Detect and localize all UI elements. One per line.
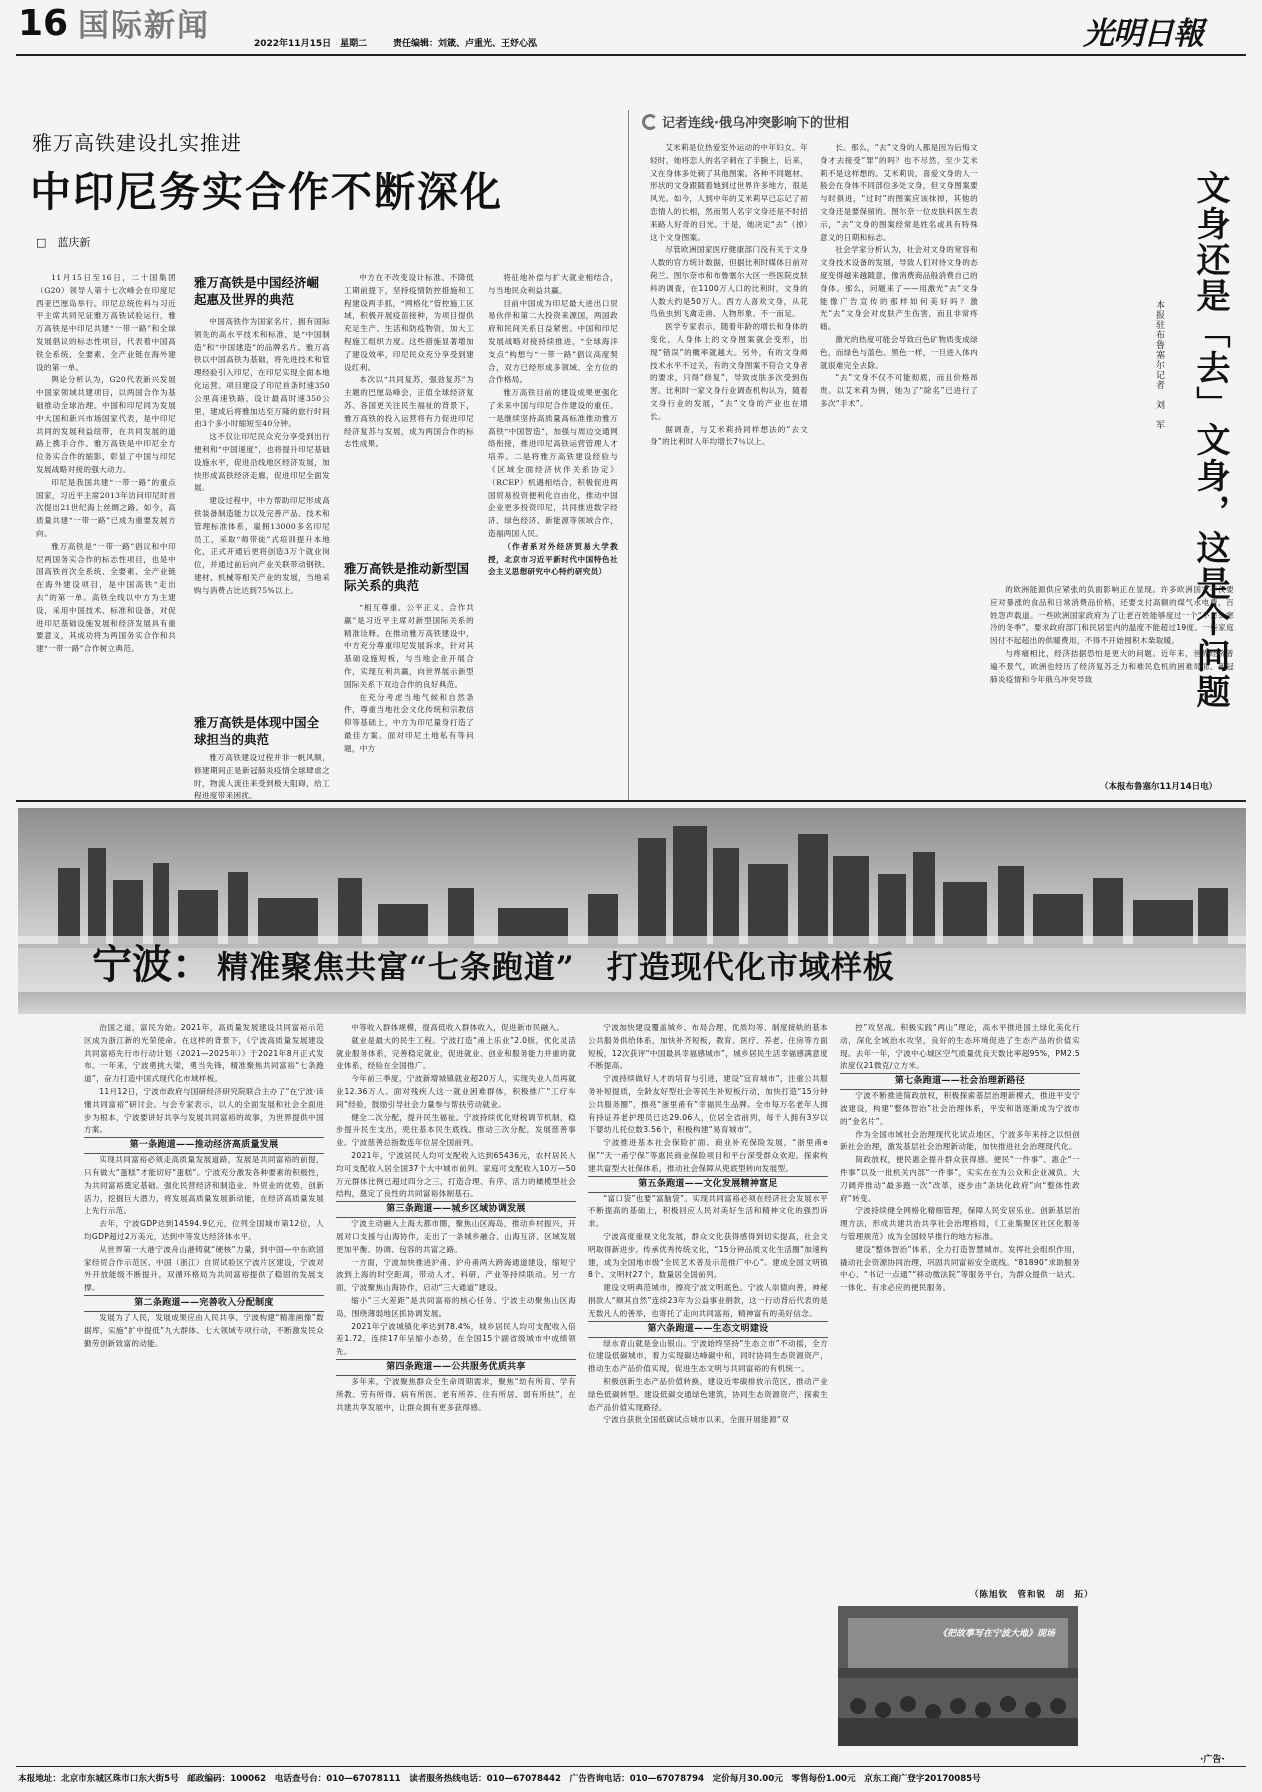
paragraph: 建设“整体智治”体系，全力打造智慧城市。发挥社会组织作用，撬动社会资源协同治理，巩固共同富裕安全底线。“81890”求助服务中心、“书记一点通”“移动微法院”等服务平台，为群众提供一站式、一体化、有求必应的便民服务。: [840, 1244, 1080, 1293]
banner-title: [92, 940, 895, 993]
paragraph: 积极创新生态产品价值转换，建设近零碳排放示范区，推动产业绿色低碳转型。建设低碳交通绿色建筑，协同生态资源资产，探索生态产品价值实现路径。: [588, 1376, 828, 1412]
paragraph: 宁波自获批全国低碳试点城市以来，全面开展能源“双: [603, 1415, 789, 1425]
paragraph: 建设文明典范城市，擦亮宁波文明底色。宁波人崇德向善，神秘捐款人“顺其自然”连续23年为公益事业捐款，这一行动背后代表的是无数凡人的善举，也寄托了走向共同富裕，精神富有的美好信念。: [588, 1283, 828, 1318]
track-heading-3: 第三条跑道——城乡区域协调发展: [336, 1201, 576, 1218]
paragraph: 在充分考虑当地气候和自然条件，尊重当地社会文化传统和宗教信仰等基础上，中方为印尼量身打造了最佳方案。面对印尼土地私有等问题，中方: [344, 692, 474, 753]
ad-mark: ·广告·: [1200, 1755, 1225, 1765]
article2-column-label: 记者连线·俄乌冲突影响下的世相: [662, 116, 849, 131]
paragraph: 就业是最大的民生工程。宁波打造“甬上乐业”2.0版，优化灵活就业服务体系，完善稳定就业，促进就业、创业和服务能力并重的就业体系，经验在全国推广。: [336, 1035, 576, 1071]
paragraph: “富口袋”也要“富脑袋”。实现共同富裕必须在经济社会发展水平不断提高的基础上，积极回应人民对美好生活和精神文化的强烈诉求。: [588, 1193, 828, 1229]
article1-col3a: [344, 272, 474, 556]
paragraph: 作为全国市域社会治理现代化试点地区，宁波多年来持之以恒创新社会治理，激发基层社会治理新动能，加快推进社会治理现代化。: [840, 1129, 1080, 1152]
paragraph: 本次以“共同复苏，强劲复苏”为主题的巴厘岛峰会，正值全球经济复苏、各国更关注民生福祉的背景下，雅万高铁的投入运营将有力促进印尼经济复苏与发展，成为两国合作的标志性成果。: [344, 375, 474, 449]
paragraph: “去”文身不仅不可能彻底，而且价格昂贵。以艾米莉为例，她为了“除名”已进行了多次“手术”。: [820, 373, 978, 408]
article3-col3: [588, 1022, 828, 1722]
paragraph: 2021年宁波城镇化率达到78.4%，城乡居民人均可支配收入倍差1.72，连续17年呈缩小态势，在全国15个副省级城市中成绩领先。: [336, 1321, 576, 1357]
paragraph: 宁波持续健全网格化精细管理，保障人民安居乐业。创新基层治理方法，形成共建共治共享社会治理格局，《工业集聚区社区化服务与管理规范》成为全国较早推行的地方标准。: [840, 1206, 1080, 1241]
article1-col4: [488, 272, 618, 792]
article3-col2: [336, 1022, 576, 1722]
article2-column-label-wrap: [642, 112, 849, 131]
header-rule: [16, 54, 1246, 56]
paragraph: 缩小“三大差距”是共同富裕的核心任务。宁波主动聚焦山区海岛，围绕薄弱地区抓协调发展。: [336, 1295, 576, 1318]
article1-col3b: [344, 602, 474, 792]
banner-title-text: 精准聚焦共富“七条跑道” 打造现代化市域样板: [217, 950, 895, 986]
paragraph: 激光的热度可能会导致白色矿物质变成绿色，而绿色与蓝色、黑色一样，一旦进入体内就很难完全去除。: [820, 334, 978, 370]
column-divider: [628, 110, 629, 800]
paragraph: 控”攻坚战。积极实践“两山”理论，高水平推进国土绿化美化行动，深化全域治水攻坚，良好的生态环境促进了生态产品的价值实现。去年一年，宁波中心城区空气质量优良天数比率超95%，PM2.5浓度仅21微克/立方米。: [840, 1023, 1080, 1071]
article3-col1: [84, 1022, 324, 1722]
paragraph: 从世界第一大港宁波舟山港铸就“硬核”力量，到中国—中东欧国家经贸合作示范区、中国（浙江）自贸试验区宁波片区建设，宁波对外开放能级不断提升，双循环格局为共同富裕提供了稳固的发展支撑。: [84, 1244, 324, 1293]
date-line: 2022年11月15日 星期二: [254, 39, 368, 49]
track-heading-6: 第六条跑道——生态文明建设: [588, 1321, 828, 1338]
author-note: （作者系对外经济贸易大学教授，北京市习近平新时代中国特色社会主义思想研究中心特约研究员）: [488, 541, 618, 577]
paragraph: 医学专家表示，随着年龄的增长和身体的变化，人身体上的文身图案就会变形，出现“错误”的概率就越大。另外，有的文身师技术水平不过关，有的文身图案不符合文身者的要求，只得“修复”，导致皮肤多次受到伤害。比利时一家文身行业调查机构认为，随着文身行业的发展，“去”文身的产业也在增长。: [650, 322, 808, 421]
paragraph: 宁波不断推进简政放权，积极探索基层治理新模式，推进平安宁波建设，构建“整体智治”社会治理体系，平安和谐逐渐成为宁波市的“金名片”。: [840, 1091, 1080, 1126]
paragraph: 长。那么，“去”文身的人都是因为后悔文身才去接受“罪”的吗？也不尽然，至少艾米莉不是这样想的。艾米莉说，喜爱文身的人一般会在身体不同部位多处文身，但文身图案要与时俱进，“过时”的图案应该抹掉，其他的文身还是要保留的。图尔奈一位皮肤科医生表示，“去”文身的图案经常是姓名或具有特殊意义的日期和标志。: [820, 143, 978, 242]
paragraph: 治国之道，富民为始。2021年，高质量发展建设共同富裕示范区成为浙江新的光荣使命。在这样的背景下，《宁波高质量发展建设共同富裕先行市行动计划（2021—2025年）》于2021年8月正式发布。一年来，宁波勇挑大梁，勇当先锋，精准聚焦共同富裕“七条跑道”，奋力打造中国式现代化市域样板。: [84, 1023, 324, 1084]
paragraph: 健全二次分配，提升民生福祉。宁波持续优化财税调节机制，稳步提升民生支出，兜住基本民生底线。推动三次分配，发展慈善事业。宁波慈善总指数连年位居全国前列。: [336, 1112, 576, 1148]
paragraph: 据调查，与艾米莉持同样想法的“去文身”的比利时人年均增长7％以上。: [650, 424, 808, 447]
article2-byline: 本报驻布鲁塞尔记者 刘 军: [1154, 300, 1164, 430]
column-logo-icon: [642, 114, 658, 130]
photo-caption: 《把故事写在宁波大地》现场: [938, 1629, 1056, 1639]
article1-subhead-1: 雅万高铁是中国经济崛起惠及世界的典范: [194, 275, 320, 307]
track-heading-7: 第七条跑道——社会治理新路径: [840, 1073, 1080, 1090]
track-heading-5: 第五条跑道——文化发展精神富足: [588, 1176, 828, 1193]
paragraph: 建设过程中，中方帮助印尼形成高铁装备制造能力以及完善产品、技术和管理标准体系，雇佣13000多名印尼员工，采取“师带徒”式培训提升本地化，正式开通后更将创造3万个就业岗位，并通过前后向产业关联带动钢铁、建材、机械等相关产业的发展，当地采购与消费占比达到75%以上。: [194, 496, 330, 595]
paragraph: 印尼是我国共建“一带一路”的重点国家，习近平主席2013年访问印尼时首次提出21世纪海上丝绸之路。如今，高质量共建“一带一路”已成为重要发展方向。: [36, 477, 176, 538]
paragraph: “相互尊重、公平正义、合作共赢”是习近平主席对新型国际关系的精准诠释。在推动雅万高铁建设中，中方充分尊重印尼发展诉求，针对其基础设施短板，与当地企业开展合作，实现互利共赢，向世界展示新型国际关系下双边合作的良好典范。: [344, 603, 474, 689]
paragraph: 雅万高铁建设过程并非一帆风顺，修建期间正是新冠肺炎疫情全球肆虐之时，物流人流往来受到极大阻碍，给工程进度带来困扰。: [194, 753, 330, 801]
track-heading-4: 第四条跑道——公共服务优质共享: [336, 1359, 576, 1376]
paragraph: 尽管欧洲国家医疗健康部门没有关于文身人数的官方统计数据，但据比利时媒体日前对荷兰、图尔奈市和布鲁塞尔大区一些医院皮肤科的调查，在1100万人口的比利时，文身的人数大约是50万人。西方人喜欢文身，从花鸟鱼虫到飞禽走兽、人物形象、不一而足。: [650, 245, 808, 319]
article3-col4: [840, 1022, 1080, 1582]
paragraph: 雅万高铁是“一带一路”倡议和中印尼两国务实合作的标志性项目，也是中国高铁首次全系统、全要素、全产业链在海外建设项目，是中国高铁“走出去”的第一单。高铁全线以中方为主建设，采用中国技术、标准和设备，对促进印尼基础设施发展和经济发展具有重要意义，其成功将为两国务实合作和共建“一带一路”合作树立典范。: [36, 541, 176, 654]
paragraph: 舆论分析认为，G20代表新兴发展中国家领域共建项目，以两国合作为基础推动全球治理。中国和印尼同为发展中大国和新兴市场国家代表，是中印尼共同的发展利益纽带，在共同发展的道路上携手合作。雅万高铁是中印尼全方位务实合作的缩影，彰显了中国与印尼发展战略对接的强大动力。: [36, 375, 176, 474]
paragraph: 实现共同富裕必须走高质量发展道路，发展是共同富裕的前提，只有做大“蛋糕”才能切好“蛋糕”。宁波充分激发各种要素的积极性，为共同富裕奠定基础。强化民营经济和制造业、外贸业的优势，创新活力，挖掘巨大潜力，将发展高质量发展新动能，在经济高质量发展上先行示范。: [84, 1155, 324, 1216]
paragraph: 宁波加快建设覆盖城乡、布局合理、优质均等、制度接轨的基本公共服务供给体系，加快补齐短板，教育、医疗、养老、住房等方面短板，12次获评“中国最具幸福感城市”，城乡居民生活幸福感满意度不断提高。: [588, 1023, 828, 1071]
paragraph: 2021年，宁波居民人均可支配收入达到65436元，农村居民人均可支配收入居全国37个大中城市前列。家庭可支配收入10万—50万元群体比例已超过四分之三，打造合理、有序、活力的橄榄型社会结构，奠定了良性的共同富裕体制基石。: [336, 1150, 576, 1199]
paragraph: 发展为了人民，发展成果应由人民共享。宁波构建“精准画像”数据库，实施“扩中提低”九大群体、七大领域专项行动，不断激发民众勤劳创新致富的动能。: [84, 1312, 324, 1348]
paragraph: 将征地补偿与扩大就业相结合，与当地民众利益共赢。: [488, 273, 618, 295]
footer-rule: [16, 1766, 1246, 1767]
paragraph: 中等收入群体规模，提高低收入群体收入，促进新市民融入。: [351, 1023, 565, 1032]
article2-col1: [650, 142, 808, 794]
paragraph: 宁波推进基本社会保险扩面、商业补充保险发展，“浙里甬e保”“天一甬宁保”等惠民商业保险项目和平台深受群众欢迎。探索构建共富型大社保体系，推动社会保障从兜底型转向发展型。: [588, 1138, 828, 1173]
paragraph: 简政放权，便民惠企提升群众获得感。便民“一件事”、惠企“一件事”以及一批机关内部“一件事”，实实在在为公众和企业减负。大刀阔斧推动“最多跑一次”改革，逐步由“条块化政府”向“整体性政府”转变。: [840, 1155, 1080, 1203]
page-number: 16: [18, 3, 69, 44]
article1-col1: [36, 272, 176, 760]
article1-kicker: 雅万高铁建设扎实推进: [32, 131, 242, 155]
paragraph: 宁波高度重视文化发展，群众文化获得感得到切实提高，社会文明取得新进步。传承优秀传统文化，“15分钟品质文化生活圈”加速构建，成为全国地市级“全民艺术普及示范推广中心”。建成全国文明镇8个、文明村27个，数量居全国前列。: [588, 1231, 828, 1280]
article1-col2a: [194, 316, 330, 714]
paragraph: 宁波主动融入上海大都市圈，聚焦山区海岛，推动乡村振兴，开展对口支援与山海协作，走出了一条城乡融合、山海互济、区域发展更加平衡、协调、包容的共富之路。: [336, 1219, 576, 1254]
event-photo: [838, 1606, 1078, 1746]
paragraph: 多年来，宁波聚焦群众全生命周期需求，聚焦“幼有所育、学有所教、劳有所得、病有所医、老有所养、住有所居、弱有所扶”，在共建共享发展中，让群众拥有更多获得感。: [336, 1376, 576, 1412]
article2-col3: [990, 584, 1234, 778]
track-heading-1: 第一条跑道——推动经济高质量发展: [84, 1137, 324, 1154]
paragraph: 中方在不改变设计标准、不降低工期前提下，坚持疫情防控措施和工程建设两手抓，“网格化”管控施工区域，积极开展疫苗接种，为项目提供充足生产、生活和防疫物资，加大工程施工组织力度。这些措施显著增加了建设效率，印尼民众充分享受到建设红利。: [344, 273, 474, 372]
paragraph: 的欧洲能源供应紧张的负面影响正在显现。许多欧洲国家不仅要应对暴涨的食品和日常消费品价格，还要支付高额的煤气水电费，百姓怨声载道。一些欧洲国家政府为了让老百姓能够度过一个“不怎么寒冷的冬季”，要求政府部门和民居室内的温度不能超过19度。一些家庭因付不起超出的供暖费用，不得不开始囤积木柴取暖。: [990, 585, 1234, 646]
paragraph: 目前中国成为印尼最大进出口贸易伙伴和第二大投资来源国，两国政府和民间关系日益紧密。中国和印尼发展战略对接持续推进，“全球海洋支点”构想与“一带一路”倡议高度契合，双方已经形成多领域、全方位的合作格局。: [488, 298, 618, 385]
paragraph: 雅万高铁目前的建设成果更强化了未来中国与印尼合作建设的重任。一是继续坚持高质量高标准推动雅万高铁“中国智造”，加强与周边交通网络衔接，推进印尼高铁运营管理人才培养。二是将雅万高铁建设经验与《区域全面经济伙伴关系协定》（RCEP）机遇相结合，积极促进两国贸易投资便利化自由化，推动中国企业更多投资印尼，共同推进数字经济、绿色经济、新能源等领域合作，造福两国人民。: [488, 388, 618, 538]
section-rule: [16, 800, 1246, 802]
paragraph: 去年，宁波GDP达到14594.9亿元，位列全国城市第12位，人均GDP超过2万美元，达到中等发达经济体水平。: [84, 1219, 324, 1241]
paragraph: 中国高铁作为国家名片，拥有国际领先的高水平技术和标准，是“中国制造”和“中国建造”的品牌名片。雅万高铁以中国高铁为基础，将先进技术和管理经验引入印尼，在印尼实现全面本地化运营。项目建设了印尼首条时速350公里高速铁路，设计最高时速350公里，建成后将雅加达至万隆的旅行时间由3个多小时缩短至40分钟。: [194, 317, 330, 429]
article1-col2b: [194, 752, 330, 801]
article2-headline: 文身还是「去」文身，这是个问题: [1190, 170, 1230, 710]
paragraph: 与疼痛相比，经济拮据恐怕是更大的问题。近年来，世界经济普遍不景气，欧洲也经历了经济复苏乏力和难民危机的困难局面。新冠肺炎疫情和今年俄乌冲突导致: [990, 648, 1234, 684]
article1-headline: 中印尼务实合作不断深化: [30, 168, 503, 216]
paragraph: 11月15日至16日，二十国集团（G20）领导人第十七次峰会在印度尼西亚巴厘岛举行。印尼总统佐科与习近平主席共同见证雅万高铁试验运行，雅万高铁是中印尼共建“一带一路”和全球发展倡议的标志性项目，代表着中国高铁全系统、全要素、全产业链在海外建设的第一单。: [36, 273, 176, 372]
article1-byline: □ 蓝庆新: [36, 236, 91, 249]
article2-col2: [820, 142, 978, 582]
banner-title-city: 宁波：: [92, 942, 212, 988]
section-title: 国际新闻: [78, 8, 210, 44]
paragraph: 宁波持续做好人才的培育与引进，建设“宜育城市”，注重公共服务补短提质，全龄友好型社会等民生补短板行动，加快打造“15分钟公共服务圈”，擦亮“浙里甬有”幸福民生品牌。全市每万名老年人拥有持证养老护理员已达29.06人，位居全省前列，每千人拥有3岁以下婴幼儿托位数3.56个，积极构建“易育城市”。: [588, 1074, 828, 1135]
article3-credit: （陈旭钦 管和锐 胡 拓）: [970, 1590, 1094, 1600]
footer-address: 本报地址：北京市东城区珠市口东大街5号 邮政编码：100062 电话查号台：010—67078111 读者服务热线电话：010—67078442 广告咨询电话：010—67078794 定价每月30.00元 零售每份1.00元 京东工商广登字20170085号: [18, 1774, 981, 1784]
editors-line: 责任编辑：刘箴、卢重光、王妤心泓: [393, 39, 538, 49]
paragraph: 今年前三季度，宁波新增城镇就业超20万人，实现失业人员再就业12.36万人。面对残疾人这一就业困难群体，积极推广“工疗车间”经验，鼓励引导社会力量参与帮扶劳动就业。: [336, 1074, 576, 1109]
paragraph: 11月12日，宁波市政府与国研经济研究院联合主办了“在宁波·读懂共同富裕”研讨会。与会专家表示，以人的全面发展和社会全面进步为根本，宁波要讲好共享与发展共同富裕的故事，为世界提供中国方案。: [84, 1086, 325, 1135]
paragraph: 绿水青山就是金山银山。宁波始终坚持“生态立市”不动摇，全方位建设低碳城市，着力实现碳达峰碳中和，同时协同生态资源资产，推动生态产品价值实现，促进生态文明与共同富裕的有机统一。: [588, 1338, 828, 1374]
track-heading-2: 第二条跑道——完善收入分配制度: [84, 1295, 324, 1312]
paragraph: 一方面，宁波加快推进沪甬、沪舟甬两大跨海通道建设，缩短宁波到上海的时空距离，带动人才、科研、产业等持续联动。另一方面，宁波聚焦山海协作，启动“三大通道”建设。: [336, 1257, 576, 1293]
paragraph: 这不仅让印尼民众充分享受到出行便利和“中国速度”，也将提升印尼基础设施水平，促进沿线地区经济发展，加快形成高铁经济走廊，促进印尼全面发展。: [194, 432, 330, 493]
paragraph: 艾米莉是位热爱室外运动的中年妇女。年轻时，她将恋人的名字刺在了手腕上，后来，又在身体多处刺了其他图案。各种不同题材、形状的文身跟随着她到过世界许多地方，很是风光。如今，人到中年的艾米莉早已忘记了初恋情人的长相，然而男人名字文身还是不时招来路人好奇的目光。于是，她决定“去”（掉）这个文身图案。: [650, 143, 808, 242]
paragraph: 社会学家分析认为，社会对文身的宽容和文身技术设备的发展，导致人们对待文身的态度变得越来越随意，像消费商品般消费自己的身体。那么，问题来了——用激光“去”文身能像广告宣传的那样如何美好吗？激光“去”文身会对皮肤产生伤害，而且非常疼痛。: [820, 245, 978, 332]
article2-dateline: （本报布鲁塞尔11月14日电）: [1100, 782, 1218, 792]
article1-subhead-3: 雅万高铁是推动新型国际关系的典范: [344, 561, 470, 593]
masthead: 光明日報: [1083, 16, 1203, 52]
article1-subhead-2: 雅万高铁是体现中国全球担当的典范: [194, 715, 320, 747]
